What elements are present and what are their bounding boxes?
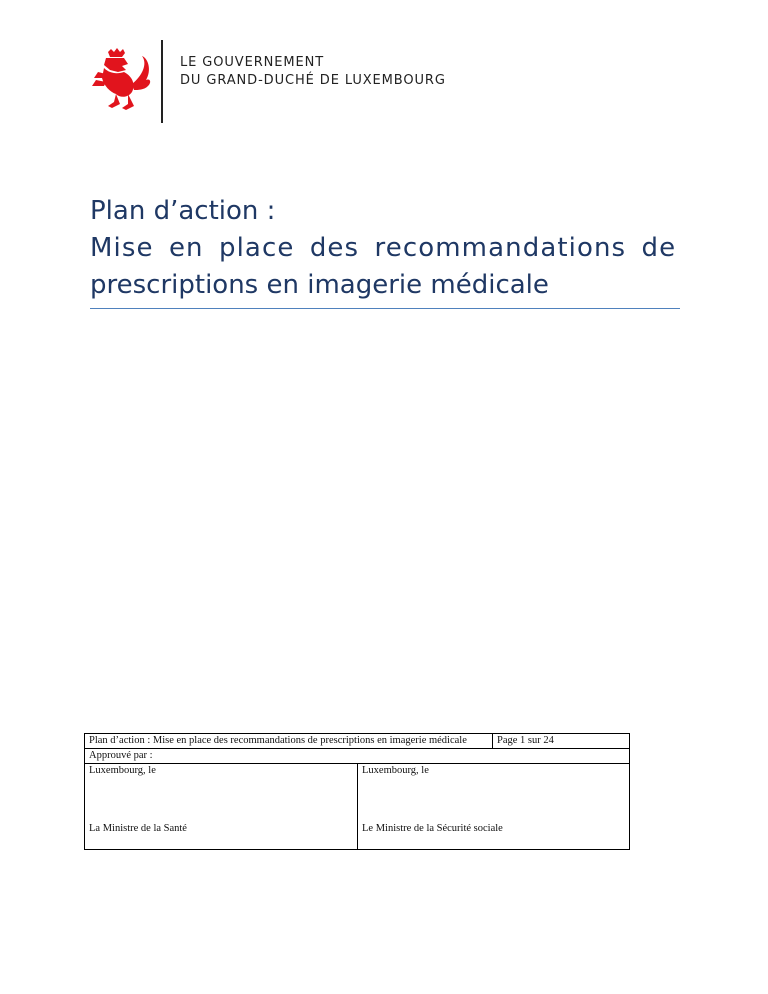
approved-by-cell: Approuvé par : (85, 749, 630, 764)
title-underline (90, 308, 680, 309)
document-title (90, 193, 680, 304)
right-signature-cell (358, 764, 630, 850)
right-signatory: Le Ministre de la Sécurité sociale (362, 823, 503, 834)
page-number-cell: Page 1 sur 24 (493, 734, 630, 749)
title-line-2: Mise en place des recommandations de (90, 233, 677, 263)
red-lion-icon (88, 48, 154, 114)
left-signatory: La Ministre de la Santé (89, 823, 187, 834)
left-place-date: Luxembourg, le (89, 765, 156, 776)
table-row (85, 764, 630, 850)
government-logo (88, 40, 468, 124)
table-row (85, 749, 630, 764)
title-line-3: prescriptions en imagerie médicale (90, 270, 549, 300)
title-line-1: Plan d’action : (90, 196, 276, 226)
table-row (85, 734, 630, 749)
doc-title-cell: Plan d’action : Mise en place des recommandations de prescriptions en imagerie médicale (85, 734, 493, 749)
government-name-line2: DU GRAND-DUCHÉ DE LUXEMBOURG (180, 73, 446, 88)
government-name-line1: LE GOUVERNEMENT (180, 55, 325, 70)
approval-table (84, 733, 630, 850)
logo-divider (161, 40, 163, 123)
right-place-date: Luxembourg, le (362, 765, 429, 776)
left-signature-cell (85, 764, 358, 850)
